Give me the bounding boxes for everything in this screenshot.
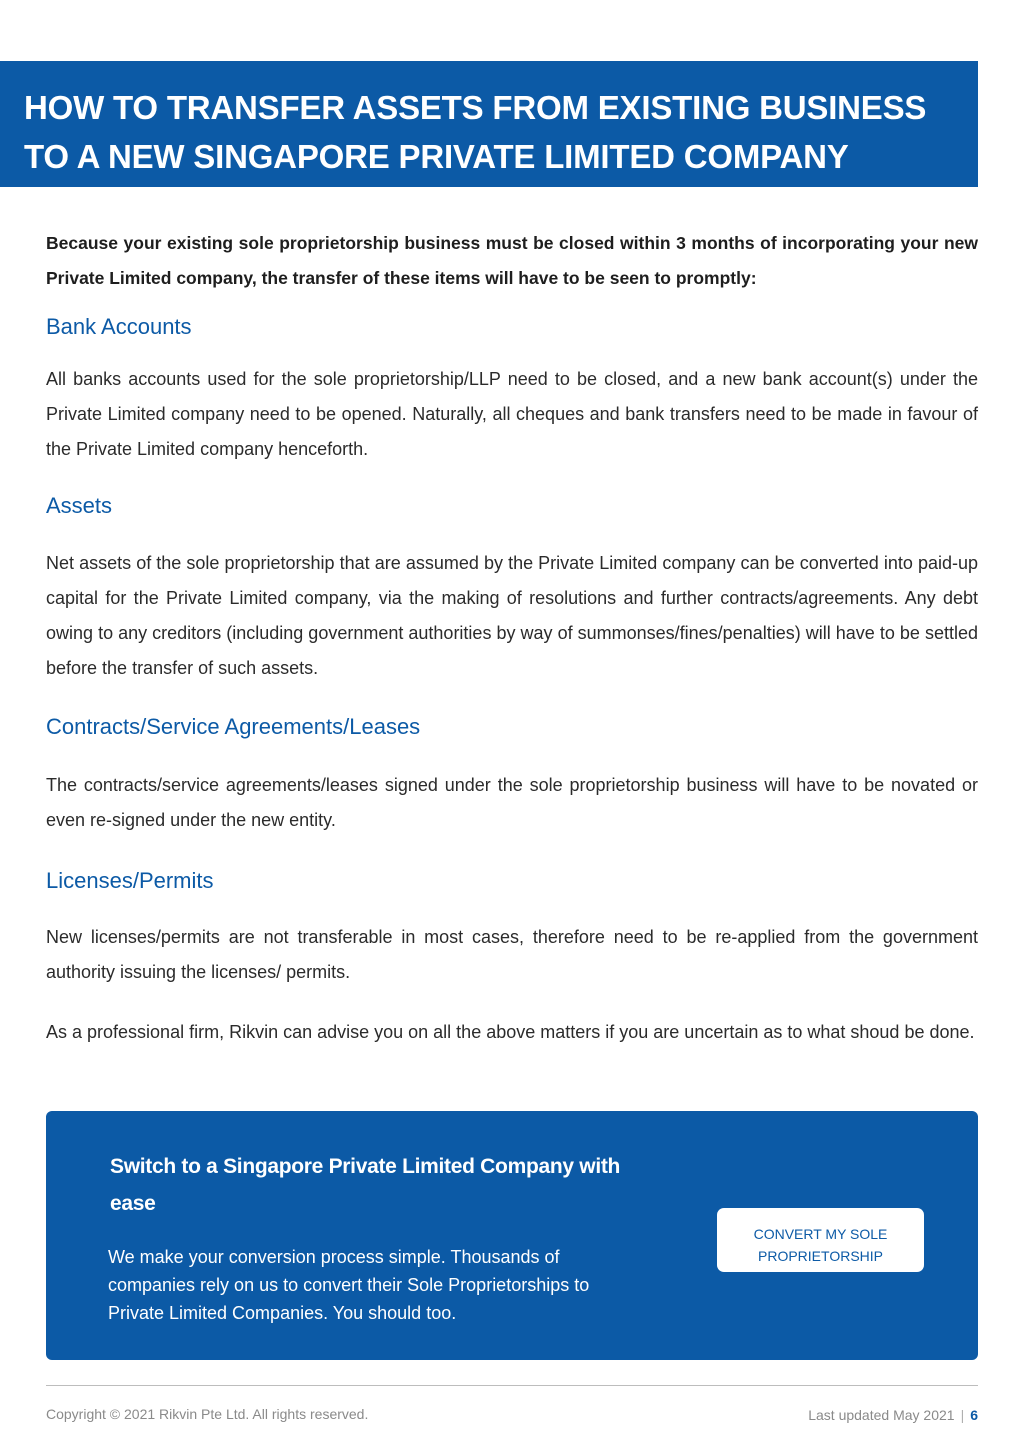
cta-description: We make your conversion process simple. Thousands of companies rely on us to convert their Sole Proprietorships to Private Limited Companies. You should too.: [108, 1247, 590, 1323]
cta-button-label-line-1: CONVERT MY SOLE: [753, 1226, 888, 1242]
footer-divider: [46, 1385, 978, 1386]
convert-sole-proprietorship-button[interactable]: [717, 1208, 924, 1272]
intro-paragraph: Because your existing sole proprietorship business must be closed within 3 months of incorporating your new Private Limited company, the transfer of these items will have to be seen to promptly:: [46, 233, 978, 288]
cta-heading: Switch to a Singapore Private Limited Company with ease: [110, 1155, 621, 1215]
section-body-contracts: The contracts/service agreements/leases signed under the sole proprietorship business will have to be novated or even re-signed under the new entity.: [46, 775, 978, 830]
section-heading-assets: Assets: [46, 493, 113, 518]
cta-panel: [46, 1111, 978, 1360]
page-title-line-2: TO A NEW SINGAPORE PRIVATE LIMITED COMPANY: [24, 138, 849, 175]
section-heading-bank-accounts: Bank Accounts: [46, 314, 192, 339]
footer-last-updated: Last updated May 2021: [808, 1407, 955, 1423]
section-body-licenses: New licenses/permits are not transferable in most cases, therefore need to be re-applied from the government authority issuing the licenses/ permits.: [46, 927, 978, 982]
section-heading-contracts: Contracts/Service Agreements/Leases: [46, 714, 421, 739]
title-banner: [0, 61, 978, 187]
section-heading-licenses: Licenses/Permits: [46, 868, 214, 893]
closing-paragraph: As a professional firm, Rikvin can advise you on all the above matters if you are uncertain as to what shoud be done.: [46, 1022, 975, 1042]
cta-button-label-line-2: PROPRIETORSHIP: [758, 1248, 883, 1264]
footer-separator: |: [960, 1407, 965, 1423]
footer-copyright: Copyright © 2021 Rikvin Pte Ltd. All rights reserved.: [46, 1406, 369, 1422]
footer-meta: [808, 1407, 978, 1423]
page-number: 6: [970, 1407, 978, 1423]
page-title-line-1: HOW TO TRANSFER ASSETS FROM EXISTING BUSINESS: [24, 89, 927, 126]
section-body-assets: Net assets of the sole proprietorship that are assumed by the Private Limited company can be converted into paid-up capital for the Private Limited company, via the making of resolutions and further contracts/agreements. Any debt owing to any creditors (including government authorities by way of summonses/fines/penalties) will have to be settled before the transfer of such assets.: [46, 553, 978, 678]
section-body-bank-accounts: All banks accounts used for the sole proprietorship/LLP need to be closed, and a new bank account(s) under the Private Limited company need to be opened. Naturally, all cheques and bank transfers need to be made in favour of the Private Limited company henceforth.: [46, 369, 978, 459]
page-title: [24, 83, 978, 181]
